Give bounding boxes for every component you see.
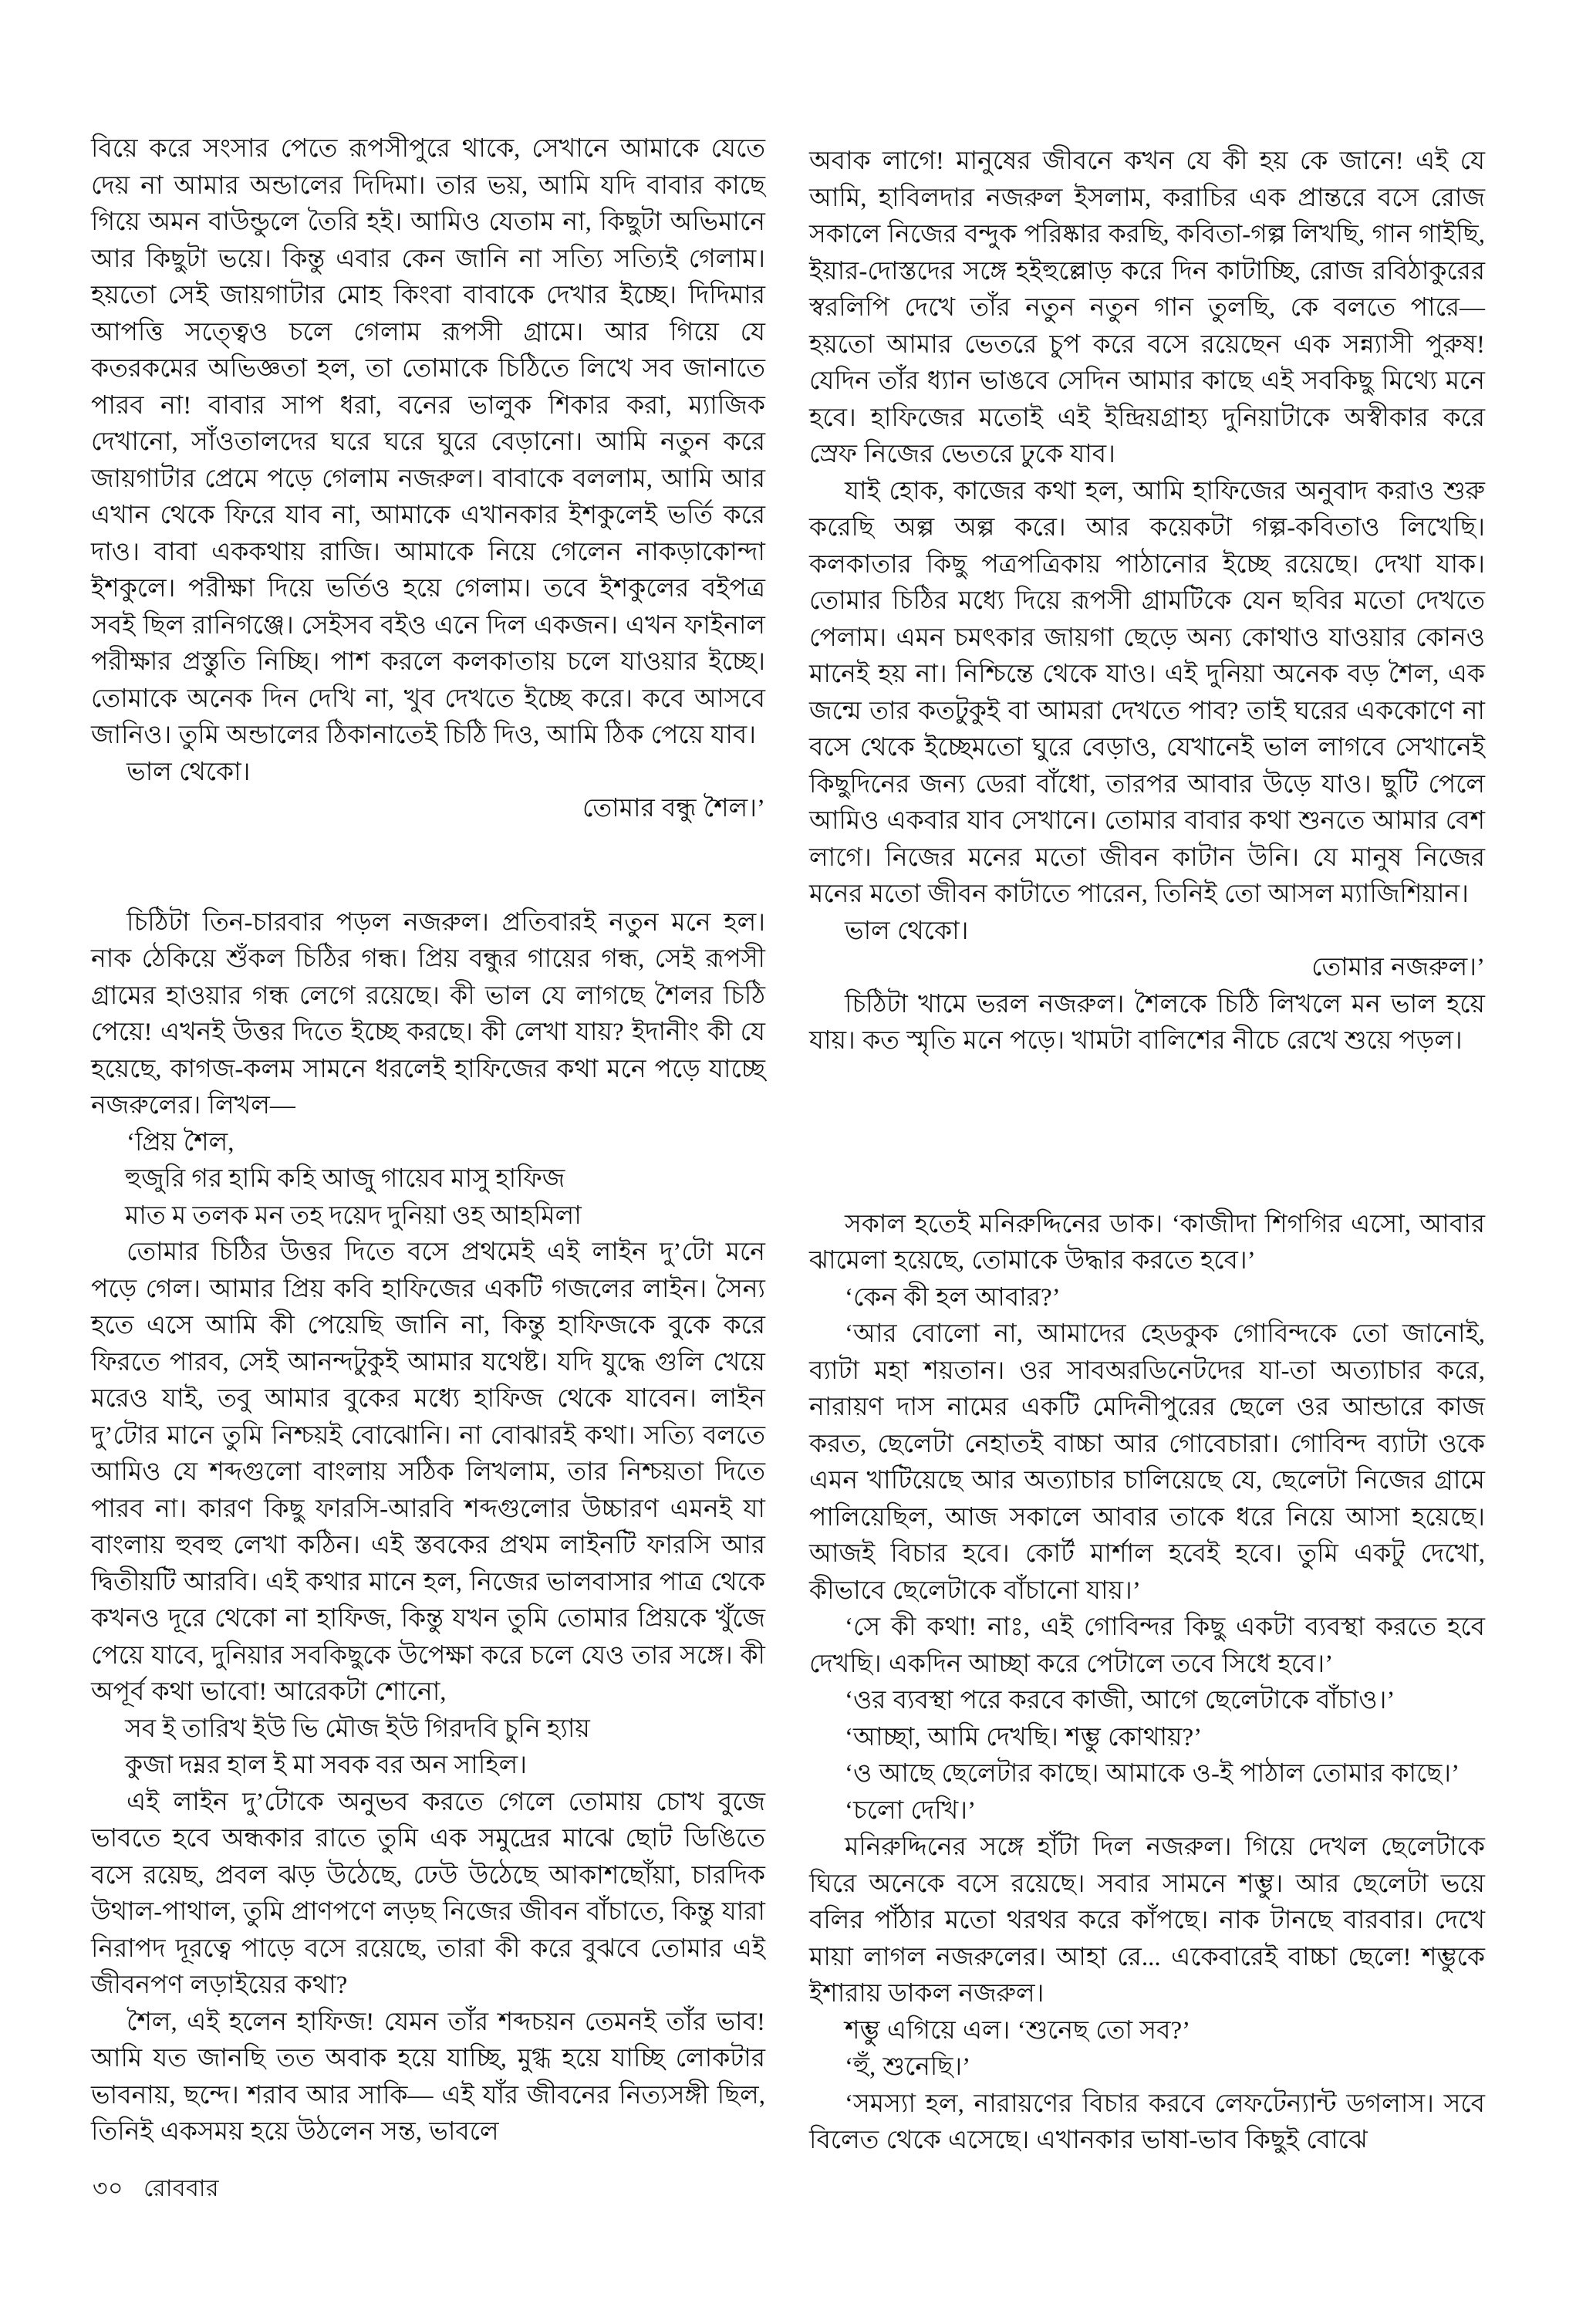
dialogue-line: ‘ওর ব্যবস্থা পরে করবে কাজী, আগে ছেলেটাকে বাঁচাও।’	[845, 1687, 1395, 1714]
verse-line: মাত ম তলক মন তহ দয়েদ দুনিয়া ওহ আহমিলা	[125, 1201, 582, 1230]
letter-salutation: ‘প্রিয় শৈল,	[127, 1128, 235, 1157]
letter-closing: ভাল থেকো।	[845, 917, 969, 945]
paragraph: চিঠিটা খামে ভরল নজরুল। শৈলকে চিঠি লিখলে মন ভাল হয়ে যায়। কত স্মৃতি মনে পড়ে। খামটা বালিশের নীচে রেখে শুয়ে পড়ল।	[809, 990, 1485, 1055]
paragraph: চিঠিটা তিন-চারবার পড়ল নজরুল। প্রতিবারই নতুন মনে হল। নাক ঠেকিয়ে শুঁকল চিঠির গন্ধ। প্রিয় বন্ধুর গায়ের গন্ধ, সেই রূপসী গ্রামের হাওয়ার গন্ধ লেগে রয়েছে। কী ভাল যে লাগছে শৈলর চিঠি পেয়ে! এখনই উত্তর দিতে ইচ্ছে করছে। কী লেখা যায়? ইদানীং কী যে হয়েছে, কাগজ-কলম সামনে ধরলেই হাফিজের কথা মনে পড়ে যাচ্ছে নজরুলের। লিখল—	[91, 908, 765, 1120]
dialogue-line: ‘হুঁ, শুনেছি।’	[845, 2053, 971, 2081]
paragraph: এই লাইন দু’টোকে অনুভব করতে গেলে তোমায় চোখ বুজে ভাবতে হবে অন্ধকার রাতে তুমি এক সমুদ্রের মাঝে ছোট ডিঙিতে বসে রয়েছ, প্রবল ঝড় উঠেছে, ঢেউ উঠেছে আকাশছোঁয়া, চারদিক উথাল-পাথাল, তুমি প্রাণপণে লড়ছ নিজের জীবন বাঁচাতে, কিন্তু যারা নিরাপদ দূরত্বে পাড়ে বসে রয়েছে, তারা কী করে বুঝবে তোমার এই জীবনপণ লড়াইয়ের কথা?	[91, 1788, 765, 1999]
dialogue-line: ‘কেন কী হল আবার?’	[845, 1283, 1061, 1312]
magazine-title: রোববার	[143, 2176, 219, 2201]
dialogue-paragraph: ‘সে কী কথা! নাঃ, এই গোবিন্দর কিছু একটা ব্যবস্থা করতে হবে দেখছি। একদিন আচ্ছা করে পেটালে তবে সিধে হবে।’	[809, 1613, 1485, 1678]
letter-closing: ভাল থেকো।	[127, 758, 251, 786]
right-text-column	[809, 144, 1485, 2160]
section-opening-paragraph: সকাল হতেই মনিরুদ্দিনের ডাক। ‘কাজীদা শিগগির এসো, আবার ঝামেলা হয়েছে, তোমাকে উদ্ধার করতে হবে।’	[809, 1210, 1485, 1275]
paragraph: বিয়ে করে সংসার পেতে রূপসীপুরে থাকে, সেখানে আমাকে যেতে দেয় না আমার অন্ডালের দিদিমা। তার ভয়, আমি যদি বাবার কাছে গিয়ে অমন বাউন্ডুলে তৈরি হই। আমিও যেতাম না, কিছুটা অভিমানে আর কিছুটা ভয়ে। কিন্তু এবার কেন জানি না সত্যি সত্যিই গেলাম। হয়তো সেই জায়গাটার মোহ কিংবা বাবাকে দেখার ইচ্ছে। দিদিমার আপত্তি সত্ত্বেও চলে গেলাম রূপসী গ্রামে। আর গিয়ে যে কতরকমের অভিজ্ঞতা হল, তা তোমাকে চিঠিতে লিখে সব জানাতে পারব না! বাবার সাপ ধরা, বনের ভালুক শিকার করা, ম্যাজিক দেখানো, সাঁওতালদের ঘরে ঘরে ঘুরে বেড়ানো। আমি নতুন করে জায়গাটার প্রেমে পড়ে গেলাম নজরুল। বাবাকে বললাম, আমি আর এখান থেকে ফিরে যাব না, আমাকে এখানকার ইশকুলেই ভর্তি করে দাও। বাবা এককথায় রাজি। আমাকে নিয়ে গেলেন নাকড়াকোন্দা ইশকুলে। পরীক্ষা দিয়ে ভর্তিও হয়ে গেলাম। তবে ইশকুলের বইপত্র সবই ছিল রানিগঞ্জে। সেইসব বইও এনে দিল একজন। এখন ফাইনাল পরীক্ষার প্রস্তুতি নিচ্ছি। পাশ করলে কলকাতায় চলে যাওয়ার ইচ্ছে। তোমাকে অনেক দিন দেখি না, খুব দেখতে ইচ্ছে করে। কবে আসবে জানিও। তুমি অন্ডালের ঠিকানাতেই চিঠি দিও, আমি ঠিক পেয়ে যাব।	[91, 135, 765, 749]
dialogue-line: ‘আচ্ছা, আমি দেখছি। শম্ভু কোথায়?’	[845, 1723, 1203, 1751]
dialogue-paragraph: ‘আর বোলো না, আমাদের হেডকুক গোবিন্দকে তো জানোই, ব্যাটা মহা শয়তান। ওর সাবঅরডিনেটদের যা-তা অত্যাচার করে, নারায়ণ দাস নামের একটি মেদিনীপুরের ছেলে ওর আন্ডারে কাজ করত, ছেলেটা নেহাতই বাচ্চা আর গোবেচারা। গোবিন্দ ব্যাটা ওকে এমন খাটিয়েছে আর অত্যাচার চালিয়েছে যে, ছেলেটা নিজের গ্রামে পালিয়েছিল, আজ সকালে আবার তাকে ধরে নিয়ে আসা হয়েছে। আজই বিচার হবে। কোর্ট মার্শাল হবেই হবে। তুমি একটু দেখো, কীভাবে ছেলেটাকে বাঁচানো যায়।’	[809, 1320, 1485, 1605]
dialogue-line: ‘চলো দেখি।’	[845, 1796, 977, 1825]
paragraph: অবাক লাগে! মানুষের জীবনে কখন যে কী হয় কে জানে! এই যে আমি, হাবিলদার নজরুল ইসলাম, করাচির এক প্রান্তরে বসে রোজ সকালে নিজের বন্দুক পরিষ্কার করছি, কবিতা-গল্প লিখছি, গান গাইছি, ইয়ার-দোস্তদের সঙ্গে হইহুল্লোড় করে দিন কাটাচ্ছি, রোজ রবিঠাকুরের স্বরলিপি দেখে তাঁর নতুন নতুন গান তুলছি, কে বলতে পারে— হয়তো আমার ভেতরে চুপ করে বসে রয়েছেন এক সন্ন্যাসী পুরুষ! যেদিন তাঁর ধ্যান ভাঙবে সেদিন আমার কাছে এই সবকিছু মিথ্যে মনে হবে। হাফিজের মতোই এই ইন্দ্রিয়গ্রাহ্য দুনিয়াটাকে অস্বীকার করে স্রেফ নিজের ভেতরে ঢুকে যাব।	[809, 147, 1485, 468]
page-footer	[93, 2170, 219, 2209]
left-text-column	[91, 131, 765, 2151]
letter-signature: তোমার নজরুল।’	[1311, 954, 1485, 981]
dialogue-paragraph: ‘ও আছে ছেলেটার কাছে। আমাকে ও-ই পাঠাল তোমার কাছে।’	[845, 1760, 1460, 1788]
letter-signature: তোমার বন্ধু শৈল।’	[582, 795, 765, 823]
verse-line: সব ই তারিখ ইউ ভি মৌজ ইউ গিরদবি চুনি হ্যায়	[125, 1714, 590, 1743]
page-number: ৩০	[93, 2176, 124, 2201]
paragraph: তোমার চিঠির উত্তর দিতে বসে প্রথমেই এই লাইন দু’টো মনে পড়ে গেল। আমার প্রিয় কবি হাফিজের একটি গজলের লাইন। সৈন্য হতে এসে আমি কী পেয়েছি জানি না, কিন্তু হাফিজকে বুকে করে ফিরতে পারব, সেই আনন্দটুকুই আমার যথেষ্ট। যদি যুদ্ধে গুলি খেয়ে মরেও যাই, তবু আমার বুকের মধ্যে হাফিজ থেকে যাবেন। লাইন দু’টোর মানে তুমি নিশ্চয়ই বোঝোনি। না বোঝারই কথা। সত্যি বলতে আমিও যে শব্দগুলো বাংলায় সঠিক লিখলাম, তার নিশ্চয়তা দিতে পারব না। কারণ কিছু ফারসি-আরবি শব্দগুলোর উচ্চারণ এমনই যা বাংলায় হুবহু লেখা কঠিন। এই স্তবকের প্রথম লাইনটি ফারসি আর দ্বিতীয়টি আরবি। এই কথার মানে হল, নিজের ভালবাসার পাত্র থেকে কখনও দূরে থেকো না হাফিজ, কিন্তু যখন তুমি তোমার প্রিয়কে খুঁজে পেয়ে যাবে, দুনিয়ার সবকিছুকে উপেক্ষা করে চলে যেও তার সঙ্গে। কী অপূর্ব কথা ভাবো! আরেকটা শোনো,	[91, 1238, 765, 1706]
dialogue-paragraph: ‘সমস্যা হল, নারায়ণের বিচার করবে লেফটেন্যান্ট ডগলাস। সবে বিলেত থেকে এসেছে। এখানকার ভাষা-ভাব কিছুই বোঝে	[809, 2089, 1485, 2154]
verse-line: কুজা দম্নর হাল ই মা সবক বর অন সাহিল।	[125, 1751, 528, 1779]
paragraph: শৈল, এই হলেন হাফিজ! যেমন তাঁর শব্দচয়ন তেমনই তাঁর ভাব! আমি যত জানছি তত অবাক হয়ে যাচ্ছি, মুগ্ধ হয়ে যাচ্ছি লোকটার ভাবনায়, ছন্দে। শরাব আর সাকি— এই যাঁর জীবনের নিত্যসঙ্গী ছিল, তিনিই একসময় হয়ে উঠলেন সন্ত, ভাবলে	[91, 2008, 765, 2146]
paragraph: মনিরুদ্দিনের সঙ্গে হাঁটা দিল নজরুল। গিয়ে দেখল ছেলেটাকে ঘিরে অনেকে বসে রয়েছে। সবার সামনে শম্ভু। আর ছেলেটা ভয়ে বলির পাঁঠার মতো থরথর করে কাঁপছে। নাক টানছে বারবার। দেখে মায়া লাগল নজরুলের। আহা রে... একেবারেই বাচ্চা ছেলে! শম্ভুকে ইশারায় ডাকল নজরুল।	[809, 1833, 1485, 2008]
verse-line: হুজুরি গর হামি কহি আজু গায়েব মাসু হাফিজ	[125, 1165, 565, 1193]
dialogue-line: শম্ভু এগিয়ে এল। ‘শুনেছ তো সব?’	[845, 2016, 1191, 2045]
paragraph: যাই হোক, কাজের কথা হল, আমি হাফিজের অনুবাদ করাও শুরু করেছি অল্প অল্প করে। আর কয়েকটা গল্প-কবিতাও লিখেছি। কলকাতার কিছু পত্রপত্রিকায় পাঠানোর ইচ্ছে রয়েছে। দেখা যাক। তোমার চিঠির মধ্যে দিয়ে রূপসী গ্রামটিকে যেন ছবির মতো দেখতে পেলাম। এমন চমৎকার জায়গা ছেড়ে অন্য কোথাও যাওয়ার কোনও মানেই হয় না। নিশ্চিন্তে থেকে যাও। এই দুনিয়া অনেক বড় শৈল, এক জন্মে তার কতটুকুই বা আমরা দেখতে পাব? তাই ঘরের এককোণে না বসে থেকে ইচ্ছেমতো ঘুরে বেড়াও, যেখানেই ভাল লাগবে সেখানেই কিছুদিনের জন্য ডেরা বাঁধো, তারপর আবার উড়ে যাও। ছুটি পেলে আমিও একবার যাব সেখানে। তোমার বাবার কথা শুনতে আমার বেশ লাগে। নিজের মনের মতো জীবন কাটান উনি। যে মানুষ নিজের মনের মতো জীবন কাটাতে পারেন, তিনিই তো আসল ম্যাজিশিয়ান।	[809, 477, 1485, 908]
